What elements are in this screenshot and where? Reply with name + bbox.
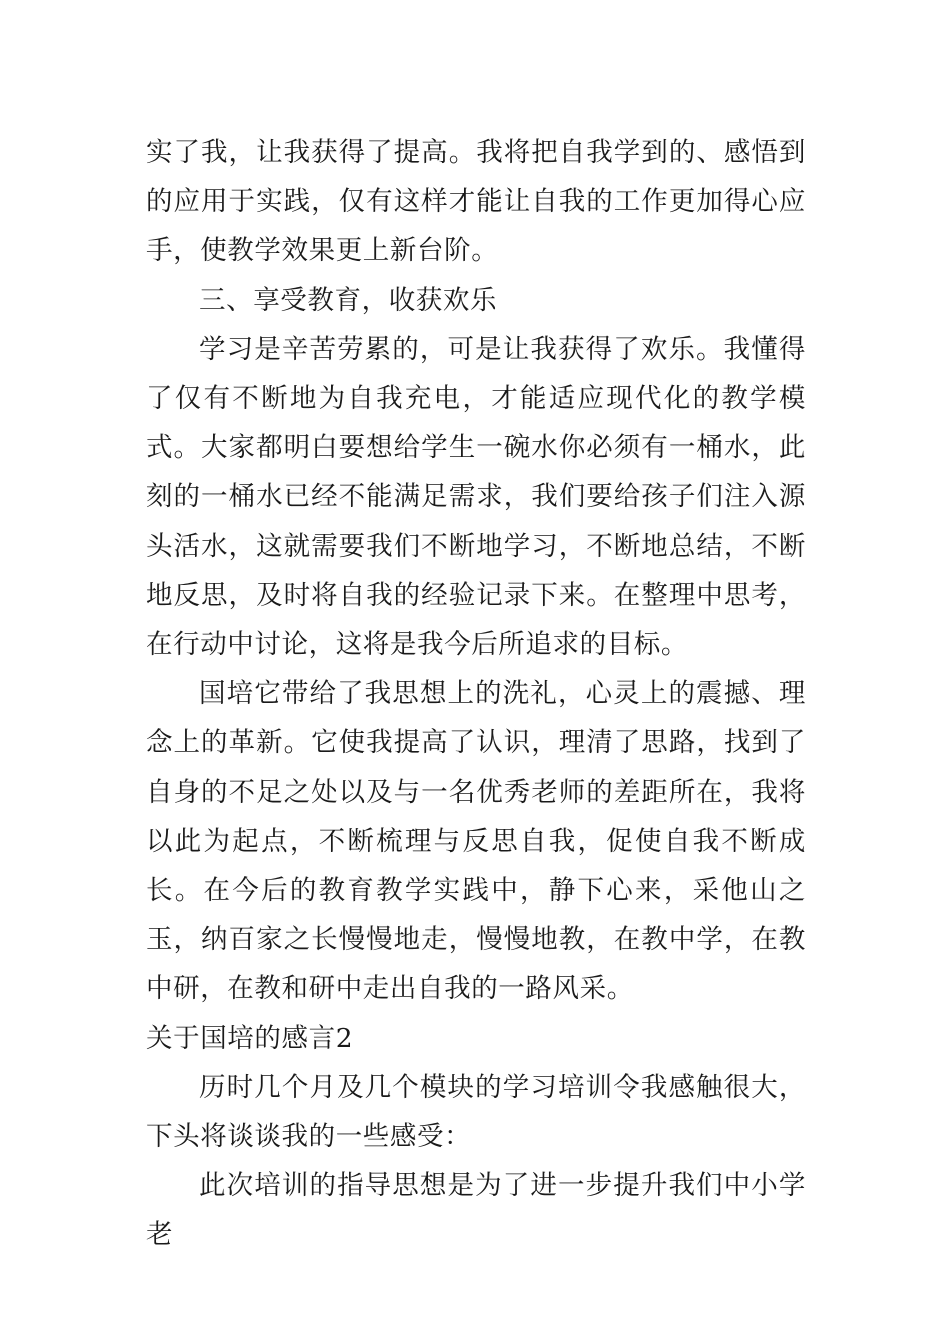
document-body — [146, 128, 806, 1260]
section-heading: 三、享受教育，收获欢乐 — [199, 284, 498, 316]
paragraph: 历时几个月及几个模块的学习培训令我感触很大，下头将谈谈我的一些感受： — [146, 1071, 806, 1153]
article-title: 关于国培的感言2 — [146, 1022, 354, 1054]
paragraph: 此次培训的指导思想是为了进一步提升我们中小学老 — [146, 1170, 806, 1251]
paragraph: 国培它带给了我思想上的洗礼，心灵上的震撼、理念上的革新。它使我提高了认识，理清了思路，找到了自身的不足之处以及与一名优秀老师的差距所在，我将以此为起点，不断梳理与反思自我，促使自我不断成长。在今后的教育教学实践中，静下心来，采他山之玉，纳百家之长慢慢地走，慢慢地教，在教中学，在教中研，在教和研中走出自我的一路风采。 — [146, 678, 806, 1005]
paragraph: 学习是辛苦劳累的，可是让我获得了欢乐。我懂得了仅有不断地为自我充电，才能适应现代化的教学模式。大家都明白要想给学生一碗水你必须有一桶水，此刻的一桶水已经不能满足需求，我们要给孩子们注入源头活水，这就需要我们不断地学习，不断地总结，不断地反思，及时将自我的经验记录下来。在整理中思考，在行动中讨论，这将是我今后所追求的目标。 — [146, 333, 806, 661]
paragraph-continuation: 实了我，让我获得了提高。我将把自我学到的、感悟到的应用于实践，仅有这样才能让自我的工作更加得心应手，使教学效果更上新台阶。 — [146, 137, 806, 267]
